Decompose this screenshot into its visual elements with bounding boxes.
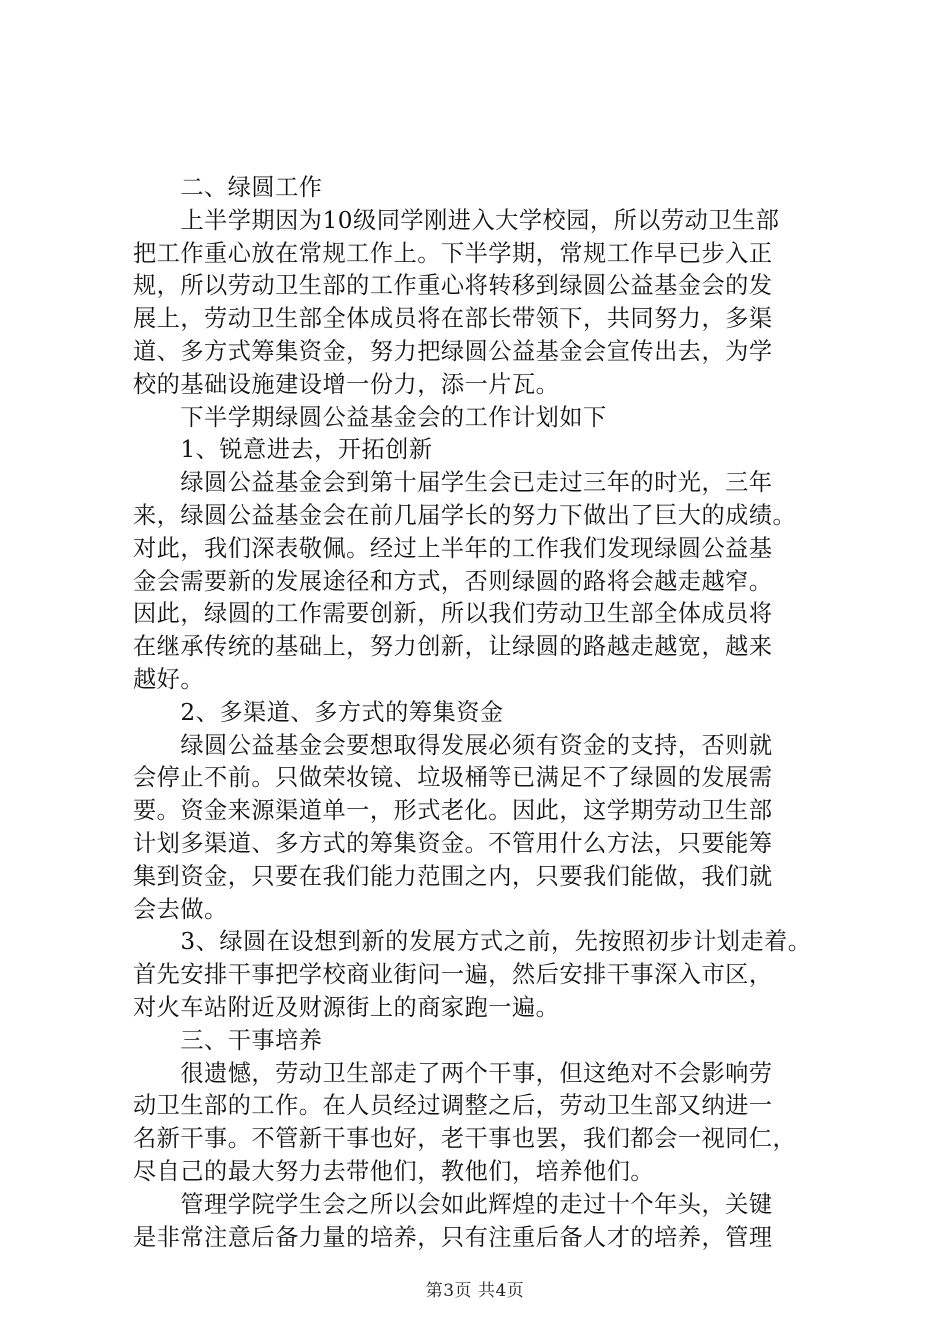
text-line: 二、绿圆工作 — [133, 174, 323, 201]
text-line: 展上，劳动卫生部全体成员将在部长带领下，共同努力，多渠 — [133, 305, 773, 333]
text-line: 把工作重心放在常规工作上。下半学期，常规工作早已步入正 — [133, 239, 773, 267]
text-line: 集到资金，只要在我们能力范围之内，只要我们能做，我们就 — [133, 862, 773, 890]
text-line: 动卫生部的工作。在人员经过调整之后，劳动卫生部又纳进一 — [133, 1092, 773, 1120]
text-line: 绿圆公益基金会到第十届学生会已走过三年的时光，三年 — [133, 469, 773, 497]
text-line: 是非常注意后备力量的培养，只有注重后备人才的培养，管理 — [133, 1223, 773, 1251]
text-line: 计划多渠道、多方式的筹集资金。不管用什么方法，只要能筹 — [133, 829, 773, 857]
text-line: 在继承传统的基础上，努力创新，让绿圆的路越走越宽，越来 — [133, 633, 773, 661]
text-line: 要。资金来源渠道单一，形式老化。因此，这学期劳动卫生部 — [133, 797, 773, 825]
text-line: 管理学院学生会之所以会如此辉煌的走过十个年头，关键 — [133, 1190, 773, 1218]
text-line: 尽自己的最大努力去带他们，教他们，培养他们。 — [133, 1157, 655, 1185]
text-line: 来，绿圆公益基金会在前几届学长的努力下做出了巨大的成绩。 — [133, 501, 797, 529]
text-line: 名新干事。不管新干事也好，老干事也罢，我们都会一视同仁， — [133, 1125, 797, 1153]
page-number-footer: 第3页 共4页 — [425, 1281, 525, 1301]
text-line: 三、干事培养 — [133, 1026, 323, 1054]
text-line: 会去做。 — [133, 895, 228, 923]
text-line: 对此，我们深表敬佩。经过上半年的工作我们发现绿圆公益基 — [133, 534, 773, 562]
text-line: 道、多方式筹集资金，努力把绿圆公益基金会宣传出去，为学 — [133, 337, 773, 365]
text-line: 绿圆公益基金会要想取得发展必须有资金的支持，否则就 — [133, 731, 773, 759]
text-line: 2、多渠道、多方式的筹集资金 — [133, 698, 504, 726]
text-line: 金会需要新的发展途径和方式，否则绿圆的路将会越走越窄。 — [133, 567, 773, 595]
text-line: 校的基础设施建设增一份力，添一片瓦。 — [133, 370, 560, 398]
text-line: 首先安排干事把学校商业街问一遍，然后安排干事深入市区， — [133, 961, 773, 989]
text-line: 上半学期因为10级同学刚进入大学校园，所以劳动卫生部 — [133, 206, 780, 234]
text-line: 会停止不前。只做荣妆镜、垃圾桶等已满足不了绿圆的发展需 — [133, 764, 773, 792]
text-line: 下半学期绿圆公益基金会的工作计划如下 — [133, 403, 607, 431]
text-line: 很遗憾，劳动卫生部走了两个干事，但这绝对不会影响劳 — [133, 1059, 773, 1087]
text-line: 因此，绿圆的工作需要创新，所以我们劳动卫生部全体成员将 — [133, 600, 773, 628]
text-line: 对火车站附近及财源街上的商家跑一遍。 — [133, 993, 560, 1021]
text-line: 3、绿圆在设想到新的发展方式之前，先按照初步计划走着。 — [133, 928, 812, 956]
text-line: 1、锐意进去，开拓创新 — [133, 436, 433, 464]
document-body — [133, 172, 833, 1254]
text-line: 规，所以劳动卫生部的工作重心将转移到绿圆公益基金会的发 — [133, 272, 773, 300]
text-line: 越好。 — [133, 665, 205, 693]
